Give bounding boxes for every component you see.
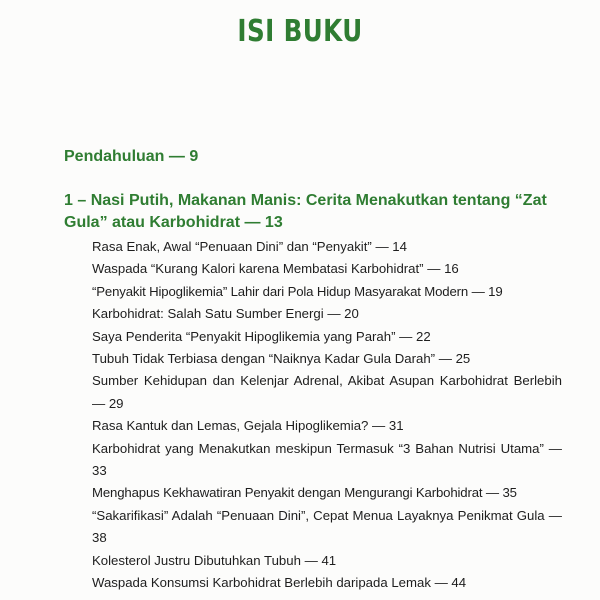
toc-entry: Menghapus Kekhawatiran Penyakit dengan Mengurangi Karbohidrat — 35: [92, 485, 517, 501]
toc-entry-list: [92, 236, 562, 595]
toc-entry: Waspada “Kurang Kalori karena Membatasi Karbohidrat” — 16: [92, 261, 459, 277]
chapter-title: Nasi Putih, Makanan Manis: Cerita Menakutkan tentang “Zat Gula” atau Karbohidrat — 13: [64, 192, 547, 231]
toc-chapter-heading: [64, 190, 564, 234]
toc-entry: Karbohidrat yang Menakutkan meskipun Termasuk “3 Bahan Nutrisi Utama” — 33: [92, 440, 562, 479]
toc-intro-entry: Pendahuluan — 9: [64, 148, 199, 165]
toc-entry: Rasa Kantuk dan Lemas, Gejala Hipoglikemia? — 31: [92, 418, 404, 434]
toc-entry: Kolesterol Justru Dibutuhkan Tubuh — 41: [92, 552, 337, 568]
toc-entry: Sumber Kehidupan dan Kelenjar Adrenal, Akibat Asupan Karbohidrat Berlebih — 29: [92, 373, 562, 411]
page-title: ISI BUKU: [237, 14, 363, 49]
toc-entry: Saya Penderita “Penyakit Hipoglikemia yang Parah” — 22: [92, 328, 431, 344]
toc-entry: “Sakarifikasi” Adalah “Penuaan Dini”, Cepat Menua Layaknya Penikmat Gula — 38: [92, 507, 562, 546]
chapter-number: 1 –: [64, 192, 87, 209]
toc-entry: Waspada Konsumsi Karbohidrat Berlebih daripada Lemak — 44: [92, 575, 467, 591]
toc-entry: Karbohidrat: Salah Satu Sumber Energi — 20: [92, 306, 359, 322]
toc-entry: Rasa Enak, Awal “Penuaan Dini” dan “Penyakit” — 14: [92, 239, 407, 254]
toc-entry: Tubuh Tidak Terbiasa dengan “Naiknya Kadar Gula Darah” — 25: [92, 351, 471, 367]
toc-entry: “Penyakit Hipoglikemia” Lahir dari Pola Hidup Masyarakat Modern — 19: [92, 283, 503, 299]
